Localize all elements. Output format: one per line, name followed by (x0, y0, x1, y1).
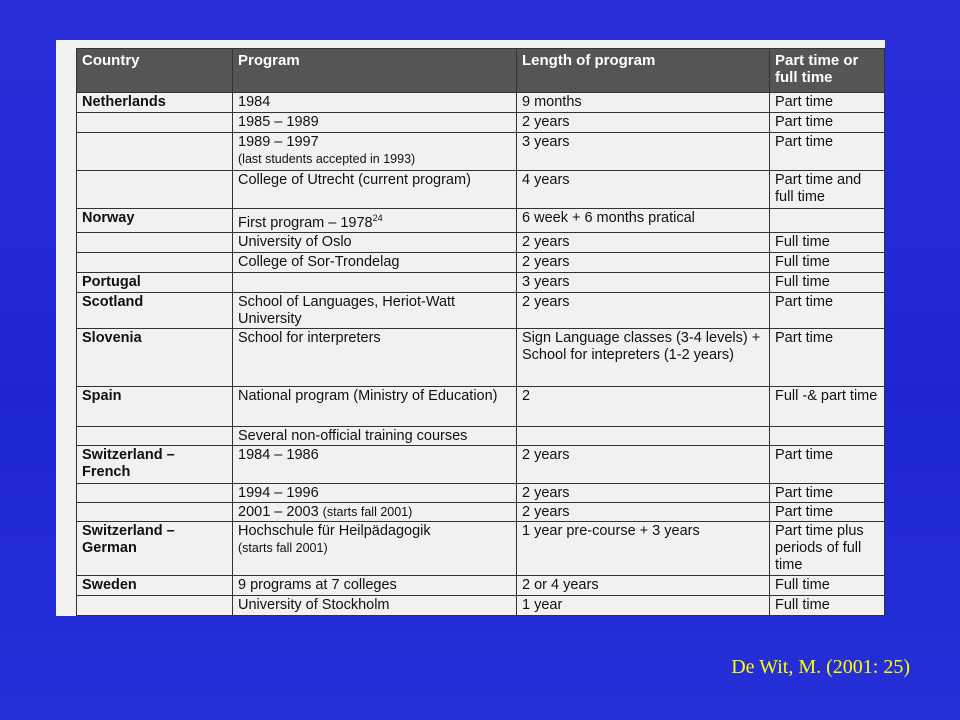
cell-program (233, 521, 517, 575)
cell-country: Slovenia (77, 328, 233, 386)
cell-length: 2 years (517, 113, 770, 133)
table-row (77, 521, 885, 575)
program-name: 1989 – 1997 (238, 134, 319, 150)
header-length: Length of program (517, 49, 770, 93)
cell-country (77, 502, 233, 521)
cell-program: 1994 – 1996 (233, 483, 517, 502)
cell-program: University of Oslo (233, 232, 517, 252)
cell-parttime: Part time (770, 483, 885, 502)
cell-country: Norway (77, 209, 233, 233)
cell-program (233, 209, 517, 233)
cell-country: Switzerland – German (77, 521, 233, 575)
cell-program: 9 programs at 7 colleges (233, 575, 517, 595)
interpreter-programs-table (76, 48, 885, 616)
cell-country (77, 483, 233, 502)
cell-program (233, 133, 517, 171)
table-row (77, 445, 885, 483)
cell-country: Switzerland – French (77, 445, 233, 483)
cell-length: 2 years (517, 502, 770, 521)
cell-program: National program (Ministry of Education) (233, 386, 517, 426)
cell-length: 3 years (517, 272, 770, 292)
header-parttime: Part time or full time (770, 49, 885, 93)
cell-program: 1984 – 1986 (233, 445, 517, 483)
table-row (77, 113, 885, 133)
cell-length: 2 or 4 years (517, 575, 770, 595)
cell-length: 6 week + 6 months pratical (517, 209, 770, 233)
program-name: Hochschule für Heilpädagogik (238, 522, 431, 539)
cell-program (233, 272, 517, 292)
cell-country (77, 595, 233, 615)
cell-program: School for interpreters (233, 328, 517, 386)
cell-length: 2 years (517, 232, 770, 252)
table-row (77, 209, 885, 233)
cell-parttime: Part time (770, 93, 885, 113)
program-note: (starts fall 2001) (322, 504, 413, 519)
citation: De Wit, M. (2001: 25) (731, 656, 910, 678)
cell-program: College of Sor-Trondelag (233, 252, 517, 272)
table-row (77, 252, 885, 272)
table-row (77, 595, 885, 615)
cell-length: 2 years (517, 445, 770, 483)
cell-parttime: Full time (770, 252, 885, 272)
cell-parttime: Full time (770, 575, 885, 595)
cell-length: 2 years (517, 292, 770, 328)
cell-parttime: Full time (770, 595, 885, 615)
cell-length: 3 years (517, 133, 770, 171)
cell-parttime: Part time plus periods of full time (770, 521, 885, 575)
cell-country (77, 171, 233, 209)
cell-program: Several non-official training courses (233, 426, 517, 445)
cell-parttime: Full -& part time (770, 386, 885, 426)
cell-parttime: Part time (770, 292, 885, 328)
cell-parttime: Full time (770, 272, 885, 292)
cell-length: Sign Language classes (3-4 levels) + School for intepreters (1-2 years) (517, 328, 770, 386)
scanned-document (56, 40, 885, 616)
cell-length: 2 (517, 386, 770, 426)
cell-country: Netherlands (77, 93, 233, 113)
cell-parttime: Part time (770, 133, 885, 171)
table-row (77, 272, 885, 292)
table-row (77, 292, 885, 328)
header-country: Country (77, 49, 233, 93)
cell-program: College of Utrecht (current program) (233, 171, 517, 209)
program-note: (last students accepted in 1993) (238, 152, 416, 166)
cell-length: 9 months (517, 93, 770, 113)
table-row (77, 232, 885, 252)
table-row (77, 328, 885, 386)
cell-length: 2 years (517, 483, 770, 502)
cell-country (77, 426, 233, 445)
cell-country (77, 232, 233, 252)
table-row (77, 171, 885, 209)
cell-country: Sweden (77, 575, 233, 595)
cell-country: Portugal (77, 272, 233, 292)
cell-country (77, 113, 233, 133)
header-row (77, 49, 885, 93)
table-row (77, 386, 885, 426)
footnote-ref: 24 (372, 213, 383, 223)
cell-parttime: Part time (770, 113, 885, 133)
cell-country (77, 252, 233, 272)
cell-parttime: Part time (770, 502, 885, 521)
cell-parttime: Full time (770, 232, 885, 252)
program-note: (starts fall 2001) (238, 540, 328, 555)
cell-length (517, 426, 770, 445)
cell-length: 1 year pre-course + 3 years (517, 521, 770, 575)
cell-parttime: Part time and full time (770, 171, 885, 209)
cell-parttime: Part time (770, 445, 885, 483)
program-name: First program – 1978 (238, 214, 373, 231)
table-row (77, 502, 885, 521)
cell-program: 1984 (233, 93, 517, 113)
cell-length: 2 years (517, 252, 770, 272)
cell-parttime: Part time (770, 328, 885, 386)
table-row (77, 133, 885, 171)
cell-length: 4 years (517, 171, 770, 209)
cell-parttime (770, 426, 885, 445)
program-name: 2001 – 2003 (238, 503, 319, 520)
cell-country: Scotland (77, 292, 233, 328)
table-row (77, 575, 885, 595)
table-row (77, 93, 885, 113)
cell-parttime (770, 209, 885, 233)
cell-length: 1 year (517, 595, 770, 615)
table-row (77, 426, 885, 445)
cell-country (77, 133, 233, 171)
cell-program: School of Languages, Heriot-Watt University (233, 292, 517, 328)
cell-program: 1985 – 1989 (233, 113, 517, 133)
table-row (77, 483, 885, 502)
cell-program (233, 502, 517, 521)
header-program: Program (233, 49, 517, 93)
cell-country: Spain (77, 386, 233, 426)
cell-program: University of Stockholm (233, 595, 517, 615)
